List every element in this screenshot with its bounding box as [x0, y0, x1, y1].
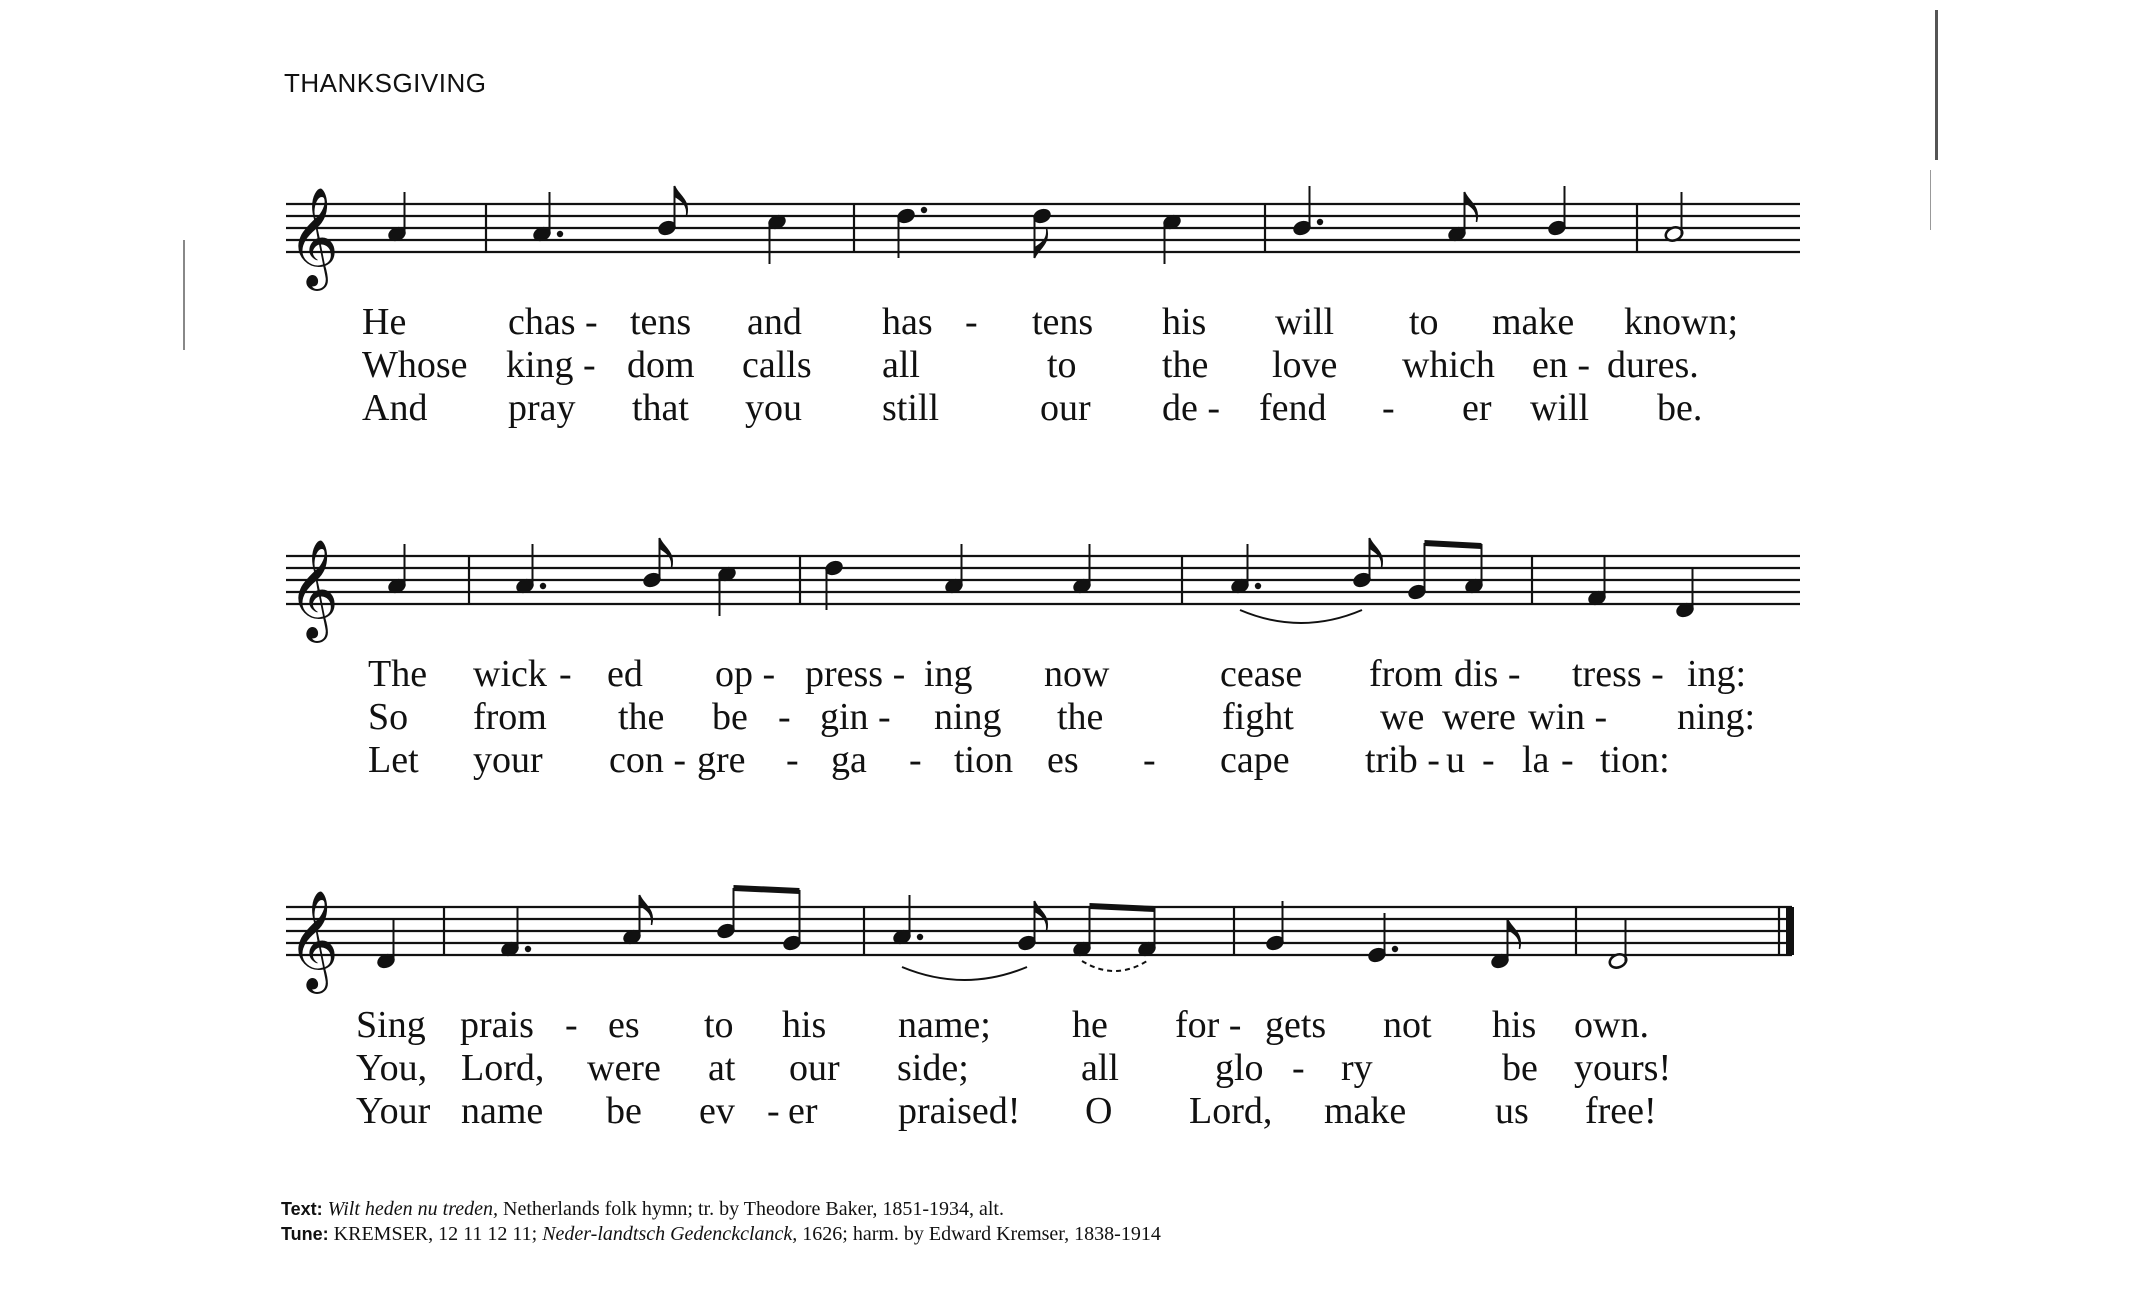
- eighth-flag: [660, 538, 673, 568]
- lyric-syllable: Whose: [362, 344, 468, 386]
- lyric-syllable: he: [1072, 1004, 1108, 1046]
- final-bar-thick: [1786, 907, 1794, 955]
- lyric-syllable: la: [1522, 739, 1550, 781]
- lyric-syllable: The: [368, 653, 428, 695]
- tune-credit-source: Neder-landtsch Gedenckclanck,: [542, 1223, 798, 1245]
- lyric-syllable: fight: [1222, 696, 1294, 738]
- treble-clef-icon: 𝄞: [288, 890, 339, 990]
- lyric-syllable: that: [632, 387, 689, 429]
- hymn-category-heading: THANKSGIVING: [284, 68, 487, 98]
- lyric-syllable: name;: [898, 1004, 991, 1046]
- lyric-syllable: You,: [356, 1047, 428, 1089]
- lyric-syllable: dures.: [1607, 344, 1699, 386]
- lyrics-3: [282, 1003, 1802, 1132]
- text-credit-label: Text:: [281, 1199, 323, 1219]
- tune-credit: [281, 1222, 1161, 1247]
- lyric-line-verse-1: [282, 652, 1802, 695]
- lyric-syllable: ga: [831, 739, 867, 781]
- lyric-syllable: -: [1292, 1047, 1305, 1089]
- lyric-line-verse-3: [282, 738, 1802, 781]
- scan-edge-mark: [183, 240, 185, 350]
- lyric-line-verse-2: [282, 343, 1802, 386]
- lyric-syllable: And: [362, 387, 428, 429]
- lyric-syllable: ing: [924, 653, 973, 695]
- eighth-flag: [1035, 901, 1048, 931]
- lyric-syllable: name: [461, 1090, 544, 1132]
- lyric-syllable: your: [473, 739, 543, 781]
- augmentation-dot: [1255, 583, 1261, 589]
- lyric-syllable: ev: [699, 1090, 735, 1132]
- lyric-line-verse-3: [282, 1089, 1802, 1132]
- lyric-syllable: be: [606, 1090, 642, 1132]
- lyric-syllable: all: [882, 344, 920, 386]
- hymn-credits: [281, 1197, 1161, 1247]
- lyric-syllable: gre: [697, 739, 746, 781]
- lyric-syllable: trib -: [1365, 739, 1440, 781]
- lyric-syllable: his: [1162, 301, 1207, 343]
- eighth-flag: [640, 895, 653, 925]
- lyric-line-verse-1: [282, 1003, 1802, 1046]
- lyric-syllable: Lord,: [1189, 1090, 1273, 1132]
- lyric-syllable: u: [1446, 739, 1465, 781]
- dashed-slur: [1082, 961, 1147, 971]
- eighth-flag: [1370, 538, 1383, 568]
- lyric-syllable: has: [882, 301, 933, 343]
- beam: [734, 885, 800, 894]
- lyric-syllable: our: [789, 1047, 840, 1089]
- lyric-syllable: ning:: [1677, 696, 1756, 738]
- lyric-syllable: -: [965, 301, 978, 343]
- lyric-syllable: gets: [1265, 1004, 1327, 1046]
- eighth-flag: [675, 186, 688, 216]
- lyric-syllable: Your: [356, 1090, 431, 1132]
- music-system-3: [282, 883, 1802, 1132]
- lyric-syllable: we: [1380, 696, 1425, 738]
- lyric-syllable: So: [368, 696, 409, 738]
- lyric-syllable: chas -: [508, 301, 598, 343]
- lyric-syllable: tress -: [1572, 653, 1664, 695]
- lyric-line-verse-3: [282, 386, 1802, 429]
- lyric-syllable: will: [1275, 301, 1335, 343]
- lyric-syllable: to: [704, 1004, 734, 1046]
- lyric-syllable: our: [1040, 387, 1091, 429]
- tune-credit-name: KREMSER, 12 11 12 11;: [328, 1223, 543, 1245]
- lyric-syllable: Sing: [356, 1004, 426, 1046]
- lyric-syllable: er: [788, 1090, 818, 1132]
- lyric-syllable: -: [1561, 739, 1574, 781]
- augmentation-dot: [540, 583, 546, 589]
- lyric-syllable: the: [618, 696, 665, 738]
- lyric-syllable: fend: [1259, 387, 1327, 429]
- lyric-syllable: -: [1382, 387, 1395, 429]
- lyric-syllable: not: [1383, 1004, 1432, 1046]
- scan-edge-mark: [1930, 170, 1931, 230]
- lyric-syllable: ry: [1341, 1047, 1373, 1089]
- lyric-syllable: tens: [630, 301, 692, 343]
- treble-clef-icon: 𝄞: [288, 539, 339, 639]
- slur: [1240, 610, 1362, 623]
- lyric-syllable: love: [1272, 344, 1338, 386]
- staff-1: [282, 180, 1802, 300]
- lyric-syllable: which: [1402, 344, 1495, 386]
- lyric-syllable: er: [1462, 387, 1492, 429]
- lyric-syllable: O: [1085, 1090, 1113, 1132]
- lyric-line-verse-2: [282, 1046, 1802, 1089]
- lyric-syllable: be: [712, 696, 748, 738]
- lyric-syllable: to: [1047, 344, 1077, 386]
- augmentation-dot: [1317, 219, 1323, 225]
- lyric-syllable: wick: [473, 653, 547, 695]
- lyric-syllable: yours!: [1574, 1047, 1672, 1089]
- lyric-syllable: known;: [1624, 301, 1738, 343]
- lyric-syllable: you: [745, 387, 802, 429]
- text-credit-title: Wilt heden nu treden,: [327, 1198, 499, 1220]
- tune-credit-label: Tune:: [281, 1224, 329, 1244]
- augmentation-dot: [921, 207, 927, 213]
- lyric-syllable: from: [473, 696, 547, 738]
- lyric-syllable: the: [1057, 696, 1104, 738]
- lyric-syllable: for -: [1175, 1004, 1242, 1046]
- lyric-syllable: make: [1324, 1090, 1407, 1132]
- augmentation-dot: [917, 934, 923, 940]
- lyrics-2: [282, 652, 1802, 781]
- eighth-flag: [1508, 919, 1521, 949]
- lyric-line-verse-2: [282, 695, 1802, 738]
- augmentation-dot: [525, 946, 531, 952]
- lyric-syllable: press -: [805, 653, 906, 695]
- lyric-syllable: be: [1502, 1047, 1538, 1089]
- staff-3: [282, 883, 1802, 1003]
- text-credit-detail: Netherlands folk hymn; tr. by Theodore Baker, 1851-1934, alt.: [498, 1198, 1004, 1220]
- lyric-syllable: ning: [934, 696, 1002, 738]
- lyric-syllable: Let: [368, 739, 419, 781]
- lyric-syllable: gin -: [820, 696, 891, 738]
- text-credit: [281, 1197, 1161, 1222]
- lyric-syllable: -: [1482, 739, 1495, 781]
- lyric-syllable: -: [1143, 739, 1156, 781]
- lyric-line-verse-1: [282, 300, 1802, 343]
- lyric-syllable: were: [1442, 696, 1516, 738]
- lyric-syllable: free!: [1585, 1090, 1657, 1132]
- lyric-syllable: -: [767, 1090, 780, 1132]
- lyric-syllable: cape: [1220, 739, 1290, 781]
- lyric-syllable: be.: [1657, 387, 1703, 429]
- lyric-syllable: and: [747, 301, 802, 343]
- lyric-syllable: still: [882, 387, 940, 429]
- lyric-syllable: his: [1492, 1004, 1537, 1046]
- lyric-syllable: glo: [1215, 1047, 1264, 1089]
- lyric-syllable: will: [1530, 387, 1590, 429]
- lyric-syllable: con -: [609, 739, 687, 781]
- lyric-syllable: tens: [1032, 301, 1094, 343]
- lyric-syllable: were: [587, 1047, 661, 1089]
- lyric-syllable: -: [786, 739, 799, 781]
- lyric-syllable: make: [1492, 301, 1575, 343]
- staff-2: [282, 532, 1802, 652]
- augmentation-dot: [1392, 946, 1398, 952]
- lyric-syllable: own.: [1574, 1004, 1649, 1046]
- lyric-syllable: side;: [897, 1047, 969, 1089]
- lyric-syllable: at: [708, 1047, 736, 1089]
- lyric-syllable: -: [565, 1004, 578, 1046]
- tune-credit-detail: 1626; harm. by Edward Kremser, 1838-1914: [797, 1223, 1161, 1245]
- lyric-syllable: to: [1409, 301, 1439, 343]
- lyric-syllable: calls: [742, 344, 812, 386]
- lyric-syllable: de -: [1162, 387, 1221, 429]
- lyric-syllable: now: [1044, 653, 1110, 695]
- music-system-1: [282, 180, 1802, 429]
- lyric-syllable: win -: [1528, 696, 1608, 738]
- lyric-syllable: all: [1081, 1047, 1119, 1089]
- scan-edge-mark: [1935, 10, 1938, 160]
- beam: [1425, 540, 1482, 549]
- lyric-syllable: from: [1369, 653, 1443, 695]
- lyric-syllable: cease: [1220, 653, 1303, 695]
- lyric-syllable: Lord,: [461, 1047, 545, 1089]
- eighth-flag: [1465, 192, 1478, 222]
- lyric-syllable: op -: [715, 653, 776, 695]
- lyric-syllable: -: [559, 653, 572, 695]
- augmentation-dot: [557, 231, 563, 237]
- lyric-syllable: pray: [508, 387, 576, 429]
- lyrics-1: [282, 300, 1802, 429]
- eighth-flag: [1035, 228, 1048, 258]
- lyric-syllable: He: [362, 301, 407, 343]
- lyric-syllable: -: [778, 696, 791, 738]
- lyric-syllable: es: [608, 1004, 640, 1046]
- beam: [1090, 903, 1155, 912]
- music-system-2: [282, 532, 1802, 781]
- lyric-syllable: prais: [460, 1004, 534, 1046]
- lyric-syllable: en -: [1532, 344, 1591, 386]
- lyric-syllable: dom: [627, 344, 695, 386]
- lyric-syllable: tion:: [1600, 739, 1670, 781]
- lyric-syllable: us: [1495, 1090, 1529, 1132]
- lyric-syllable: the: [1162, 344, 1209, 386]
- lyric-syllable: his: [782, 1004, 827, 1046]
- lyric-syllable: king -: [506, 344, 596, 386]
- lyric-syllable: dis -: [1454, 653, 1521, 695]
- lyric-syllable: ing:: [1687, 653, 1747, 695]
- lyric-syllable: -: [909, 739, 922, 781]
- treble-clef-icon: 𝄞: [288, 187, 339, 287]
- lyric-syllable: es: [1047, 739, 1079, 781]
- slur: [902, 967, 1027, 980]
- lyric-syllable: tion: [954, 739, 1014, 781]
- lyric-syllable: praised!: [898, 1090, 1021, 1132]
- lyric-syllable: ed: [607, 653, 643, 695]
